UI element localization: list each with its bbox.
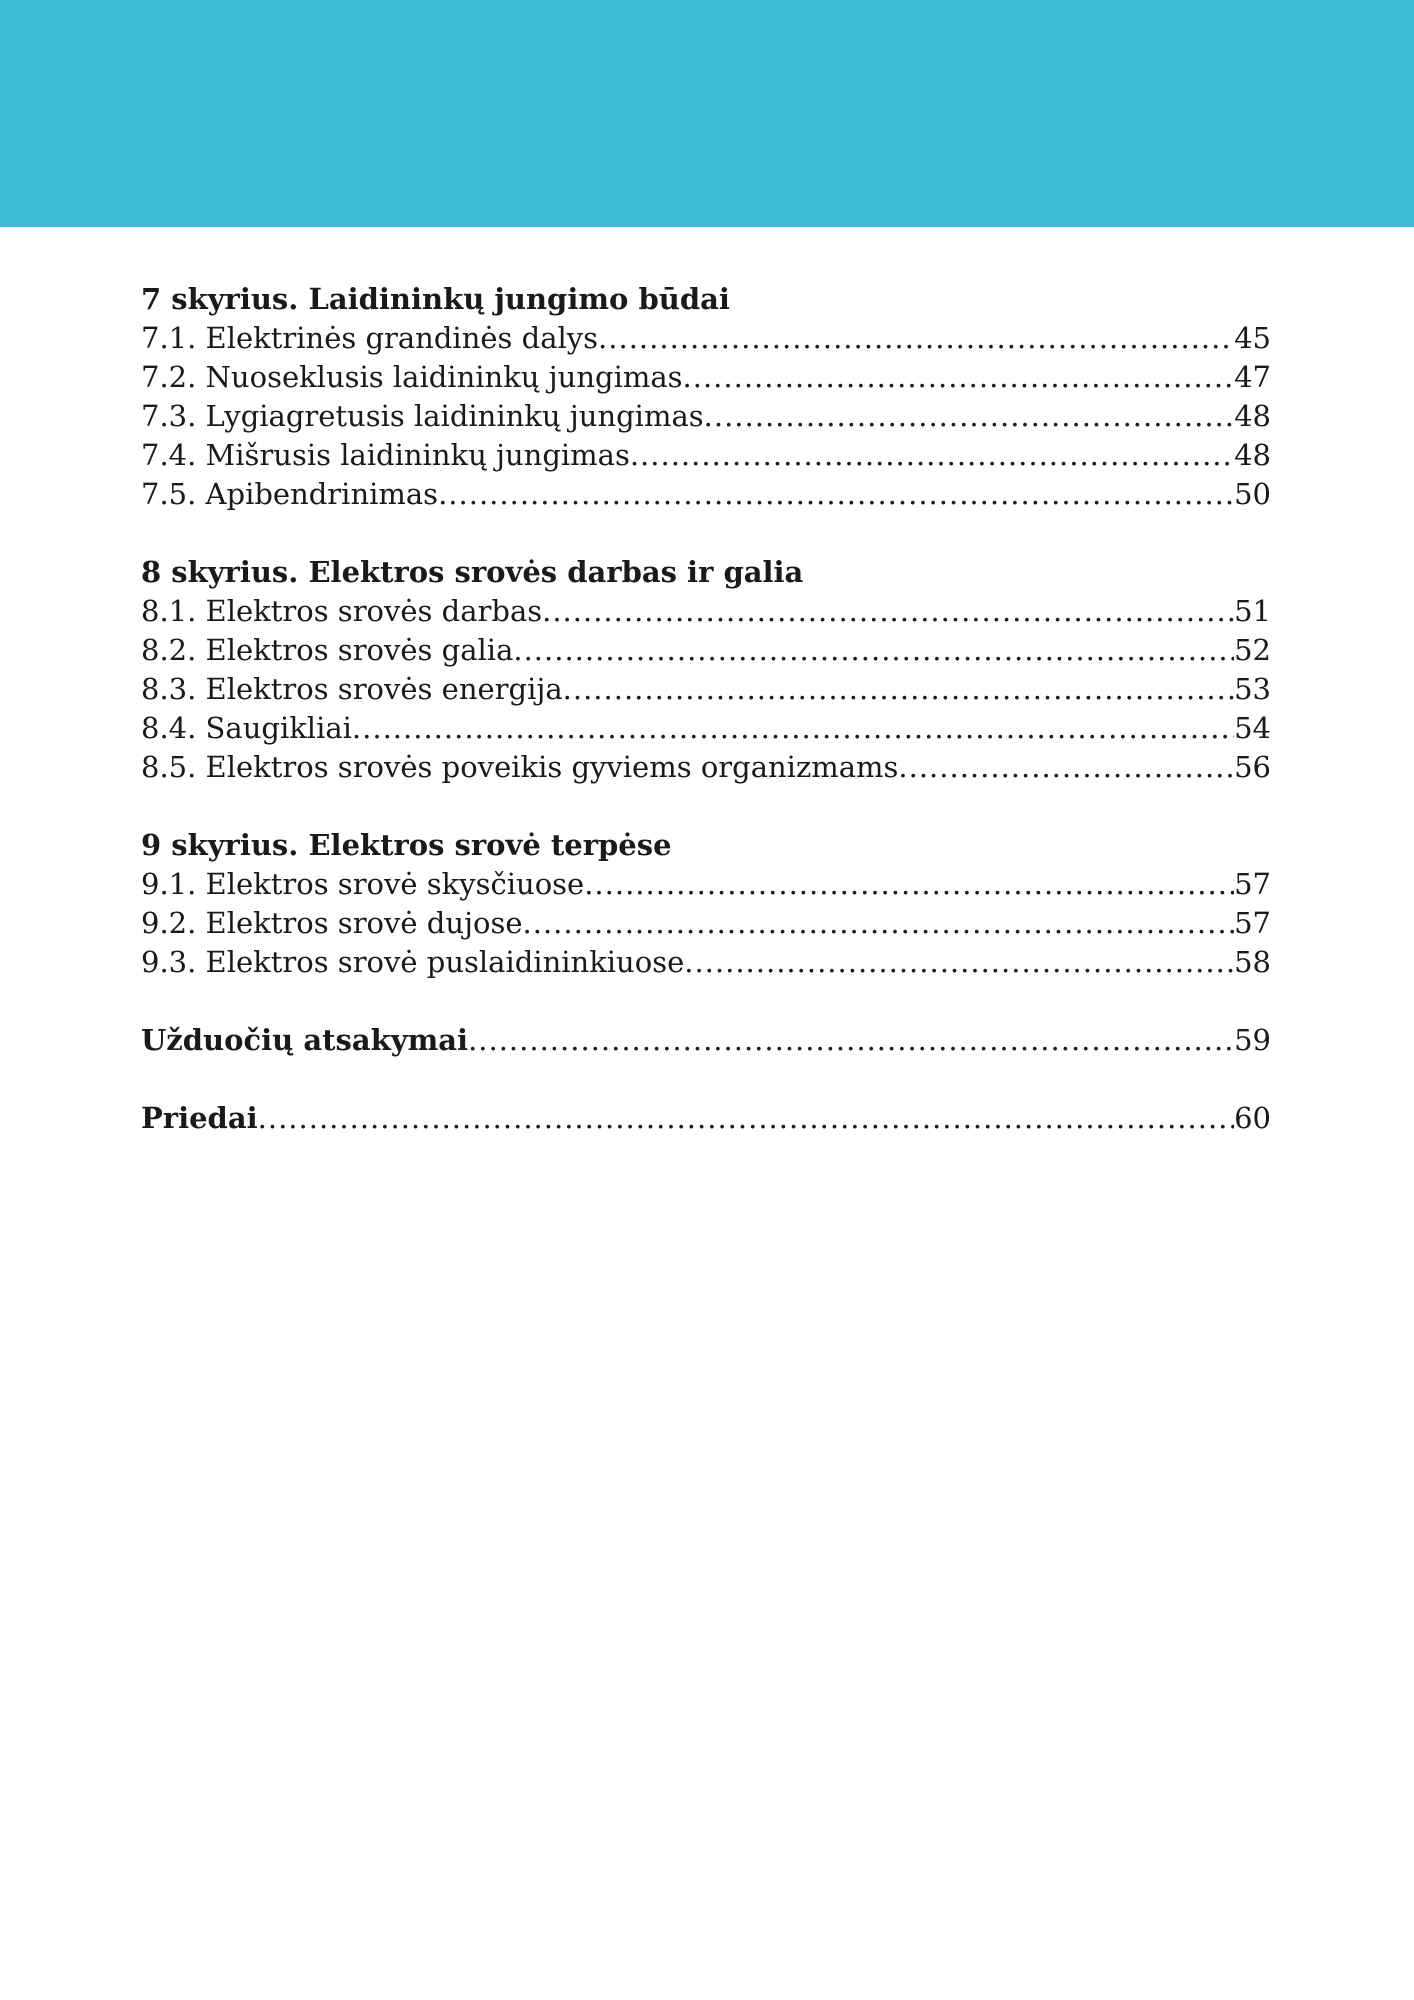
toc-entry[interactable] [141, 358, 1271, 397]
entry-label: 8.1. Elektros srovės darbas [141, 594, 543, 628]
entry-page: 48 [1234, 399, 1271, 433]
toc-entry[interactable] [141, 475, 1271, 514]
entry-page: 52 [1234, 633, 1271, 667]
entry-label: 9.3. Elektros srovė puslaidininkiuose [141, 945, 685, 979]
dot-leader [584, 865, 1234, 904]
entry-page: 54 [1234, 711, 1271, 745]
dot-leader [523, 904, 1235, 943]
entry-page: 57 [1234, 906, 1271, 940]
entry-label: 8.3. Elektros srovės energija [141, 672, 563, 706]
dot-leader [683, 358, 1235, 397]
table-of-contents [141, 280, 1271, 1177]
entry-label: 8.5. Elektros srovės poveikis gyviems organizmams [141, 750, 899, 784]
toc-entry[interactable] [141, 943, 1271, 982]
dot-leader [468, 1021, 1234, 1060]
toc-entry[interactable] [141, 397, 1271, 436]
dot-leader [598, 319, 1234, 358]
chapter-9 [141, 826, 1271, 982]
dot-leader [704, 397, 1234, 436]
entry-page: 47 [1234, 360, 1271, 394]
entry-page: 53 [1234, 672, 1271, 706]
entry-label: 8.2. Elektros srovės galia [141, 633, 514, 667]
chapter-title: 8 skyrius. Elektros srovės darbas ir galia [141, 555, 804, 589]
appendix-section [141, 1099, 1271, 1138]
entry-page: 50 [1234, 477, 1271, 511]
dot-leader [684, 943, 1234, 982]
dot-leader [630, 436, 1234, 475]
chapter-title: 9 skyrius. Elektros srovė terpėse [141, 828, 672, 862]
toc-entry[interactable] [141, 319, 1271, 358]
chapter-7 [141, 280, 1271, 514]
entry-label: 9.2. Elektros srovė dujose [141, 906, 523, 940]
entry-page: 45 [1234, 321, 1271, 355]
dot-leader [513, 631, 1234, 670]
toc-entry-answers[interactable] [141, 1021, 1271, 1060]
entry-label: 9.1. Elektros srovė skysčiuose [141, 867, 585, 901]
toc-entry[interactable] [141, 670, 1271, 709]
toc-entry[interactable] [141, 904, 1271, 943]
header-band [0, 0, 1414, 227]
toc-entry[interactable] [141, 709, 1271, 748]
dot-leader [898, 748, 1234, 787]
chapter-8 [141, 553, 1271, 787]
dot-leader [438, 475, 1234, 514]
toc-entry[interactable] [141, 865, 1271, 904]
toc-entry[interactable] [141, 436, 1271, 475]
entry-label: Užduočių atsakymai [141, 1023, 469, 1057]
chapter-title: 7 skyrius. Laidininkų jungimo būdai [141, 282, 730, 316]
entry-label: 7.3. Lygiagretusis laidininkų jungimas [141, 399, 704, 433]
entry-label: 7.1. Elektrinės grandinės dalys [141, 321, 599, 355]
entry-page: 58 [1234, 945, 1271, 979]
entry-label: 8.4. Saugikliai [141, 711, 352, 745]
entry-label: 7.2. Nuoseklusis laidininkų jungimas [141, 360, 683, 394]
entry-label: 7.4. Mišrusis laidininkų jungimas [141, 438, 630, 472]
entry-page: 60 [1234, 1101, 1271, 1135]
answers-section [141, 1021, 1271, 1060]
entry-page: 51 [1234, 594, 1271, 628]
toc-entry-appendix[interactable] [141, 1099, 1271, 1138]
entry-label: 7.5. Apibendrinimas [141, 477, 439, 511]
entry-page: 48 [1234, 438, 1271, 472]
dot-leader [563, 670, 1234, 709]
toc-entry[interactable] [141, 631, 1271, 670]
entry-page: 59 [1234, 1023, 1271, 1057]
dot-leader [352, 709, 1234, 748]
entry-page: 56 [1234, 750, 1271, 784]
dot-leader [258, 1099, 1234, 1138]
toc-entry[interactable] [141, 748, 1271, 787]
dot-leader [542, 592, 1234, 631]
entry-page: 57 [1234, 867, 1271, 901]
toc-entry[interactable] [141, 592, 1271, 631]
entry-label: Priedai [141, 1101, 258, 1135]
